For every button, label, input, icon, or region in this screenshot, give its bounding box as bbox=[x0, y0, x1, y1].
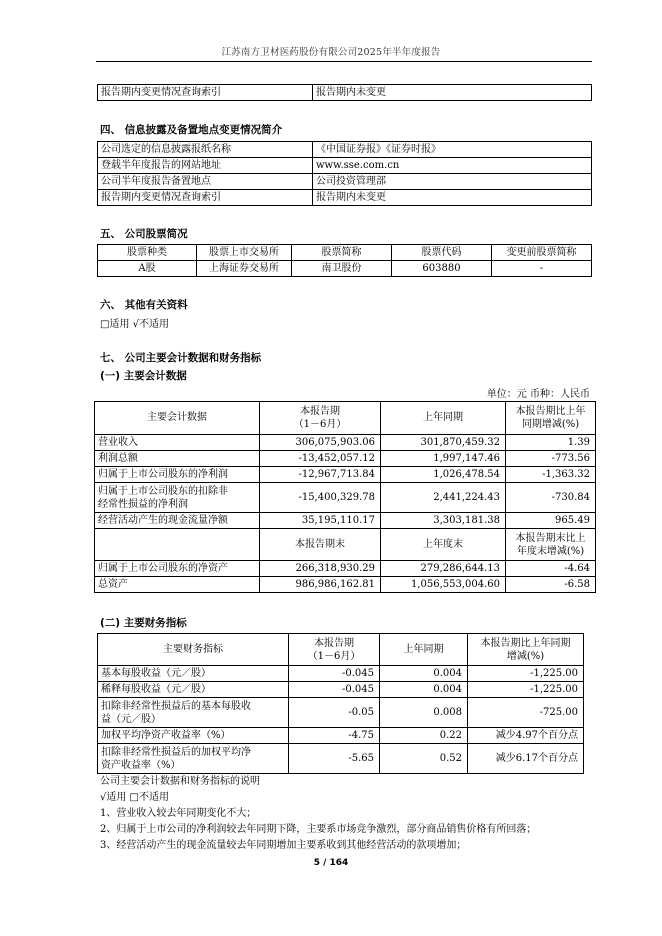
table-cell: 2,441,224.43 bbox=[381, 483, 506, 513]
table-cell: 归属于上市公司股东的净资产 bbox=[95, 561, 260, 577]
table-row bbox=[95, 483, 596, 513]
table-cell: 登载半年度报告的网站地址 bbox=[98, 158, 313, 174]
table-header-row bbox=[98, 245, 592, 261]
table-cell: 利润总额 bbox=[95, 451, 260, 467]
table-cell: 归属于上市公司股东的净利润 bbox=[95, 467, 260, 483]
table-cell: -4.64 bbox=[506, 561, 596, 577]
table-row bbox=[95, 451, 596, 467]
table-row bbox=[95, 435, 596, 451]
table-cell: 报告期内变更情况查询索引 bbox=[98, 85, 313, 101]
note-item: 3、经营活动产生的现金流量较去年同期增加主要系收到其他经营活动的款项增加； bbox=[100, 840, 467, 851]
table-cell: -0.045 bbox=[289, 666, 380, 682]
page-number: 5 / 164 bbox=[313, 858, 349, 868]
table-cell: 1,056,553,004.60 bbox=[381, 577, 506, 593]
table-cell: 报告期内变更情况查询索引 bbox=[98, 190, 313, 206]
table-cell: 1.39 bbox=[506, 435, 596, 451]
table-cell: 减少4.97个百分点 bbox=[468, 728, 584, 744]
table-cell: -15,400,329.78 bbox=[260, 483, 381, 513]
table-cell: 扣除非经常性损益后的加权平均净 资产收益率（%） bbox=[98, 744, 289, 774]
table-cell: 基本每股收益（元／股） bbox=[98, 666, 289, 682]
table-cell: 公司选定的信息披露报纸名称 bbox=[98, 142, 313, 158]
table-cell: 1,026,478.54 bbox=[381, 467, 506, 483]
table-cell: 0.52 bbox=[380, 744, 468, 774]
subsection2-title: (二) 主要财务指标 bbox=[100, 617, 187, 629]
table-cell: 266,318,930.29 bbox=[260, 561, 381, 577]
table-cell: -4.75 bbox=[289, 728, 380, 744]
note-item: 2、归属于上市公司的净利润较去年同期下降，主要系市场竞争激烈，部分商品销售价格有所回落； bbox=[100, 824, 537, 835]
header-rule bbox=[96, 61, 592, 62]
table-cell: 301,870,459.32 bbox=[381, 435, 506, 451]
table-row bbox=[98, 682, 584, 698]
table-row bbox=[98, 142, 592, 158]
table-header-row bbox=[98, 634, 584, 666]
table-row bbox=[98, 190, 592, 206]
table-cell: 0.004 bbox=[380, 666, 468, 682]
top-change-table bbox=[97, 84, 592, 101]
table-cell: -12,967,713.84 bbox=[260, 467, 381, 483]
table-row bbox=[98, 261, 592, 277]
table-cell: -0.05 bbox=[289, 698, 380, 728]
table-cell: 经营活动产生的现金流量净额 bbox=[95, 513, 260, 529]
table-cell: 3,303,181.38 bbox=[381, 513, 506, 529]
table-cell: 279,286,644.13 bbox=[381, 561, 506, 577]
table-cell: 归属于上市公司股东的扣除非 经常性损益的净利润 bbox=[95, 483, 260, 513]
table-row bbox=[98, 728, 584, 744]
table-row bbox=[95, 577, 596, 593]
table-cell: -1,225.00 bbox=[468, 666, 584, 682]
table-cell: 报告期内未变更 bbox=[313, 85, 592, 101]
section6-title: 六、 其他有关资料 bbox=[100, 299, 188, 311]
table-cell: 公司半年度报告备置地点 bbox=[98, 174, 313, 190]
table-row bbox=[98, 158, 592, 174]
table-cell: A股 bbox=[98, 261, 197, 277]
table-cell: -725.00 bbox=[468, 698, 584, 728]
table-cell: 上海证券交易所 bbox=[197, 261, 292, 277]
notes-title: 公司主要会计数据和财务指标的说明 bbox=[100, 776, 260, 787]
table-row bbox=[95, 467, 596, 483]
table-cell: -773.56 bbox=[506, 451, 596, 467]
page-header: 江苏南方卫材医药股份有限公司2025年半年度报告 bbox=[221, 47, 441, 58]
table-cell: - bbox=[492, 261, 592, 277]
table-row bbox=[98, 666, 584, 682]
table-header-row bbox=[95, 529, 596, 561]
table-cell: -13,452,057.12 bbox=[260, 451, 381, 467]
column-header bbox=[506, 402, 596, 435]
table-cell: 报告期内未变更 bbox=[313, 190, 592, 206]
subsection1-title: (一) 主要会计数据 bbox=[100, 370, 187, 382]
column-header: 股票种类 bbox=[98, 245, 197, 261]
table-row bbox=[98, 85, 592, 101]
table-cell: 986,986,162.81 bbox=[260, 577, 381, 593]
table-cell: 0.22 bbox=[380, 728, 468, 744]
table-header-row bbox=[95, 402, 596, 435]
column-header: 股票代码 bbox=[392, 245, 492, 261]
table-cell: 营业收入 bbox=[95, 435, 260, 451]
column-header bbox=[260, 402, 381, 435]
column-header: 上年同期 bbox=[381, 402, 506, 435]
unit-label: 单位：元 币种：人民币 bbox=[486, 389, 590, 400]
table-row bbox=[95, 561, 596, 577]
table-cell: 965.49 bbox=[506, 513, 596, 529]
table-cell: 1,997,147.46 bbox=[381, 451, 506, 467]
table-cell: 加权平均净资产收益率（%） bbox=[98, 728, 289, 744]
column-header: 主要会计数据 bbox=[95, 402, 260, 435]
disclosure-table bbox=[97, 141, 592, 206]
table-cell: 扣除非经常性损益后的基本每股收 益（元／股） bbox=[98, 698, 289, 728]
table-row bbox=[98, 698, 584, 728]
table-cell: 《中国证券报》《证券时报》 bbox=[313, 142, 592, 158]
column-header: 上年同期 bbox=[380, 634, 468, 666]
stock-table bbox=[97, 244, 592, 277]
table-cell: -730.84 bbox=[506, 483, 596, 513]
column-header: 本报告期比上年同期 增减(%) bbox=[468, 634, 584, 666]
table-cell: 306,075,903.06 bbox=[260, 435, 381, 451]
table-cell: 总资产 bbox=[95, 577, 260, 593]
table-cell: www.sse.com.cn bbox=[313, 158, 592, 174]
table-cell: -0.045 bbox=[289, 682, 380, 698]
table-cell: 0.004 bbox=[380, 682, 468, 698]
accounting-data-table bbox=[94, 401, 596, 593]
table-cell: 603880 bbox=[392, 261, 492, 277]
table-cell: 公司投资管理部 bbox=[313, 174, 592, 190]
note-item: 1、营业收入较去年同期变化不大； bbox=[100, 808, 257, 819]
table-row bbox=[95, 513, 596, 529]
table-cell: 35,195,110.17 bbox=[260, 513, 381, 529]
column-header-line2: 本报告期比上年 同期增减(%) bbox=[515, 406, 586, 430]
section4-title: 四、 信息披露及备置地点变更情况简介 bbox=[100, 124, 283, 136]
column-header: 本报告期末比上 年度末增减(%) bbox=[506, 529, 596, 561]
table-cell: -1,225.00 bbox=[468, 682, 584, 698]
column-header: 股票上市交易所 bbox=[197, 245, 292, 261]
section6-options: □适用 √不适用 bbox=[100, 319, 169, 330]
column-header: 本报告期 （1－6月） bbox=[289, 634, 380, 666]
table-cell: 减少6.17个百分点 bbox=[468, 744, 584, 774]
table-cell bbox=[95, 529, 260, 561]
table-cell: 稀释每股收益（元／股） bbox=[98, 682, 289, 698]
section5-title: 五、 公司股票简况 bbox=[100, 228, 188, 240]
section7-title: 七、 公司主要会计数据和财务指标 bbox=[100, 352, 262, 364]
column-header: 变更前股票简称 bbox=[492, 245, 592, 261]
column-header: 本报告期末 bbox=[260, 529, 381, 561]
table-row bbox=[98, 744, 584, 774]
table-cell: -5.65 bbox=[289, 744, 380, 774]
table-cell: -6.58 bbox=[506, 577, 596, 593]
column-header: 主要财务指标 bbox=[98, 634, 289, 666]
column-header: 上年度末 bbox=[381, 529, 506, 561]
table-row bbox=[98, 174, 592, 190]
financial-indicator-table bbox=[97, 633, 584, 774]
column-header: 股票简称 bbox=[292, 245, 392, 261]
notes-options: √适用 □不适用 bbox=[100, 792, 169, 803]
table-cell: -1,363.32 bbox=[506, 467, 596, 483]
table-cell: 0.008 bbox=[380, 698, 468, 728]
column-header-line1: 本报告期 （1－6月） bbox=[293, 406, 347, 430]
table-cell: 南卫股份 bbox=[292, 261, 392, 277]
